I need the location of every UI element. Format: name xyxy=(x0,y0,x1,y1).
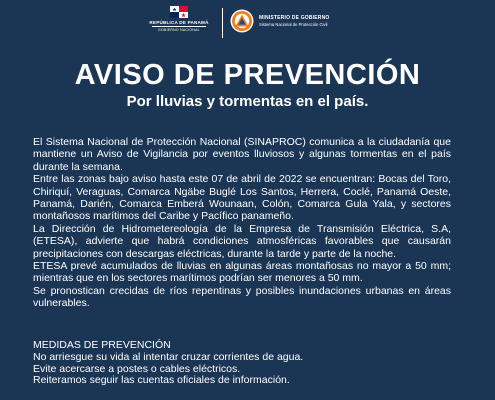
republica-panama-logo xyxy=(138,6,220,33)
paragraph: ETESA prevé acumulados de lluvias en algunas áreas montañosas no mayor a 50 mm; mientras que en los sectores marítimos podrían ser menores a 50 mm. xyxy=(33,260,451,285)
ministry-name: MINISTERIO DE GOBIERNO xyxy=(259,15,330,21)
ministry-subtitle: Sistema Nacional de Protección Civil xyxy=(259,22,328,27)
paragraph: Entre las zonas bajo aviso hasta este 07 de abril de 2022 se encuentran: Bocas del Toro, Chiriquí, Veraguas, Comarca Ngäbe Buglé Los Santos, Herrera, Coclé, Panamá Oeste, Panamá, Darién, Comarca Emberá Wounaan, Colón, Comarca Gula Yala, y sectores montañosos marítimos del Caribe y Pacífico panameño. xyxy=(33,173,451,223)
header-divider xyxy=(222,8,223,38)
panama-flag-icon xyxy=(170,6,188,18)
notice-subtitle: Por lluvias y tormentas en el país. xyxy=(126,93,369,110)
left-org-name: REPÚBLICA DE PANAMÁ xyxy=(149,20,209,25)
measure-item: Reiteramos seguir las cuentas oficiales de información. xyxy=(33,374,290,387)
paragraph: El Sistema Nacional de Protección Nacional (SINAPROC) comunica a la ciudadanía que mantiene un Aviso de Vigilancia por eventos lluviosos y algunas tormentas en el país durante la semana. xyxy=(33,136,451,173)
notice-title: AVISO DE PREVENCIÓN xyxy=(74,59,421,91)
measure-item: Evite acercarse a postes o cables eléctricos. xyxy=(33,362,241,375)
notice-body xyxy=(33,136,451,310)
measure-item: No arriesgue su vida al intentar cruzar corrientes de agua. xyxy=(33,350,304,363)
paragraph: Se pronostican crecidas de ríos repentinas y posibles inundaciones urbanas en áreas vulnerables. xyxy=(33,284,451,310)
civil-protection-seal-icon xyxy=(230,9,254,33)
paragraph: La Dirección de Hidrometereología de la Empresa de Transmisión Eléctrica, S.A, (ETESA), advierte que habrá condiciones atmosféricas favorables que causarán precipitaciones con descargas eléctricas, durante la tarde y parte de la noche. xyxy=(33,222,451,260)
header xyxy=(0,0,495,48)
left-org-subtitle: GOBIERNO NACIONAL xyxy=(152,26,206,33)
prevention-measures xyxy=(33,340,463,387)
measures-heading: MEDIDAS DE PREVENCIÓN xyxy=(33,339,171,351)
ministry-block xyxy=(259,15,330,28)
